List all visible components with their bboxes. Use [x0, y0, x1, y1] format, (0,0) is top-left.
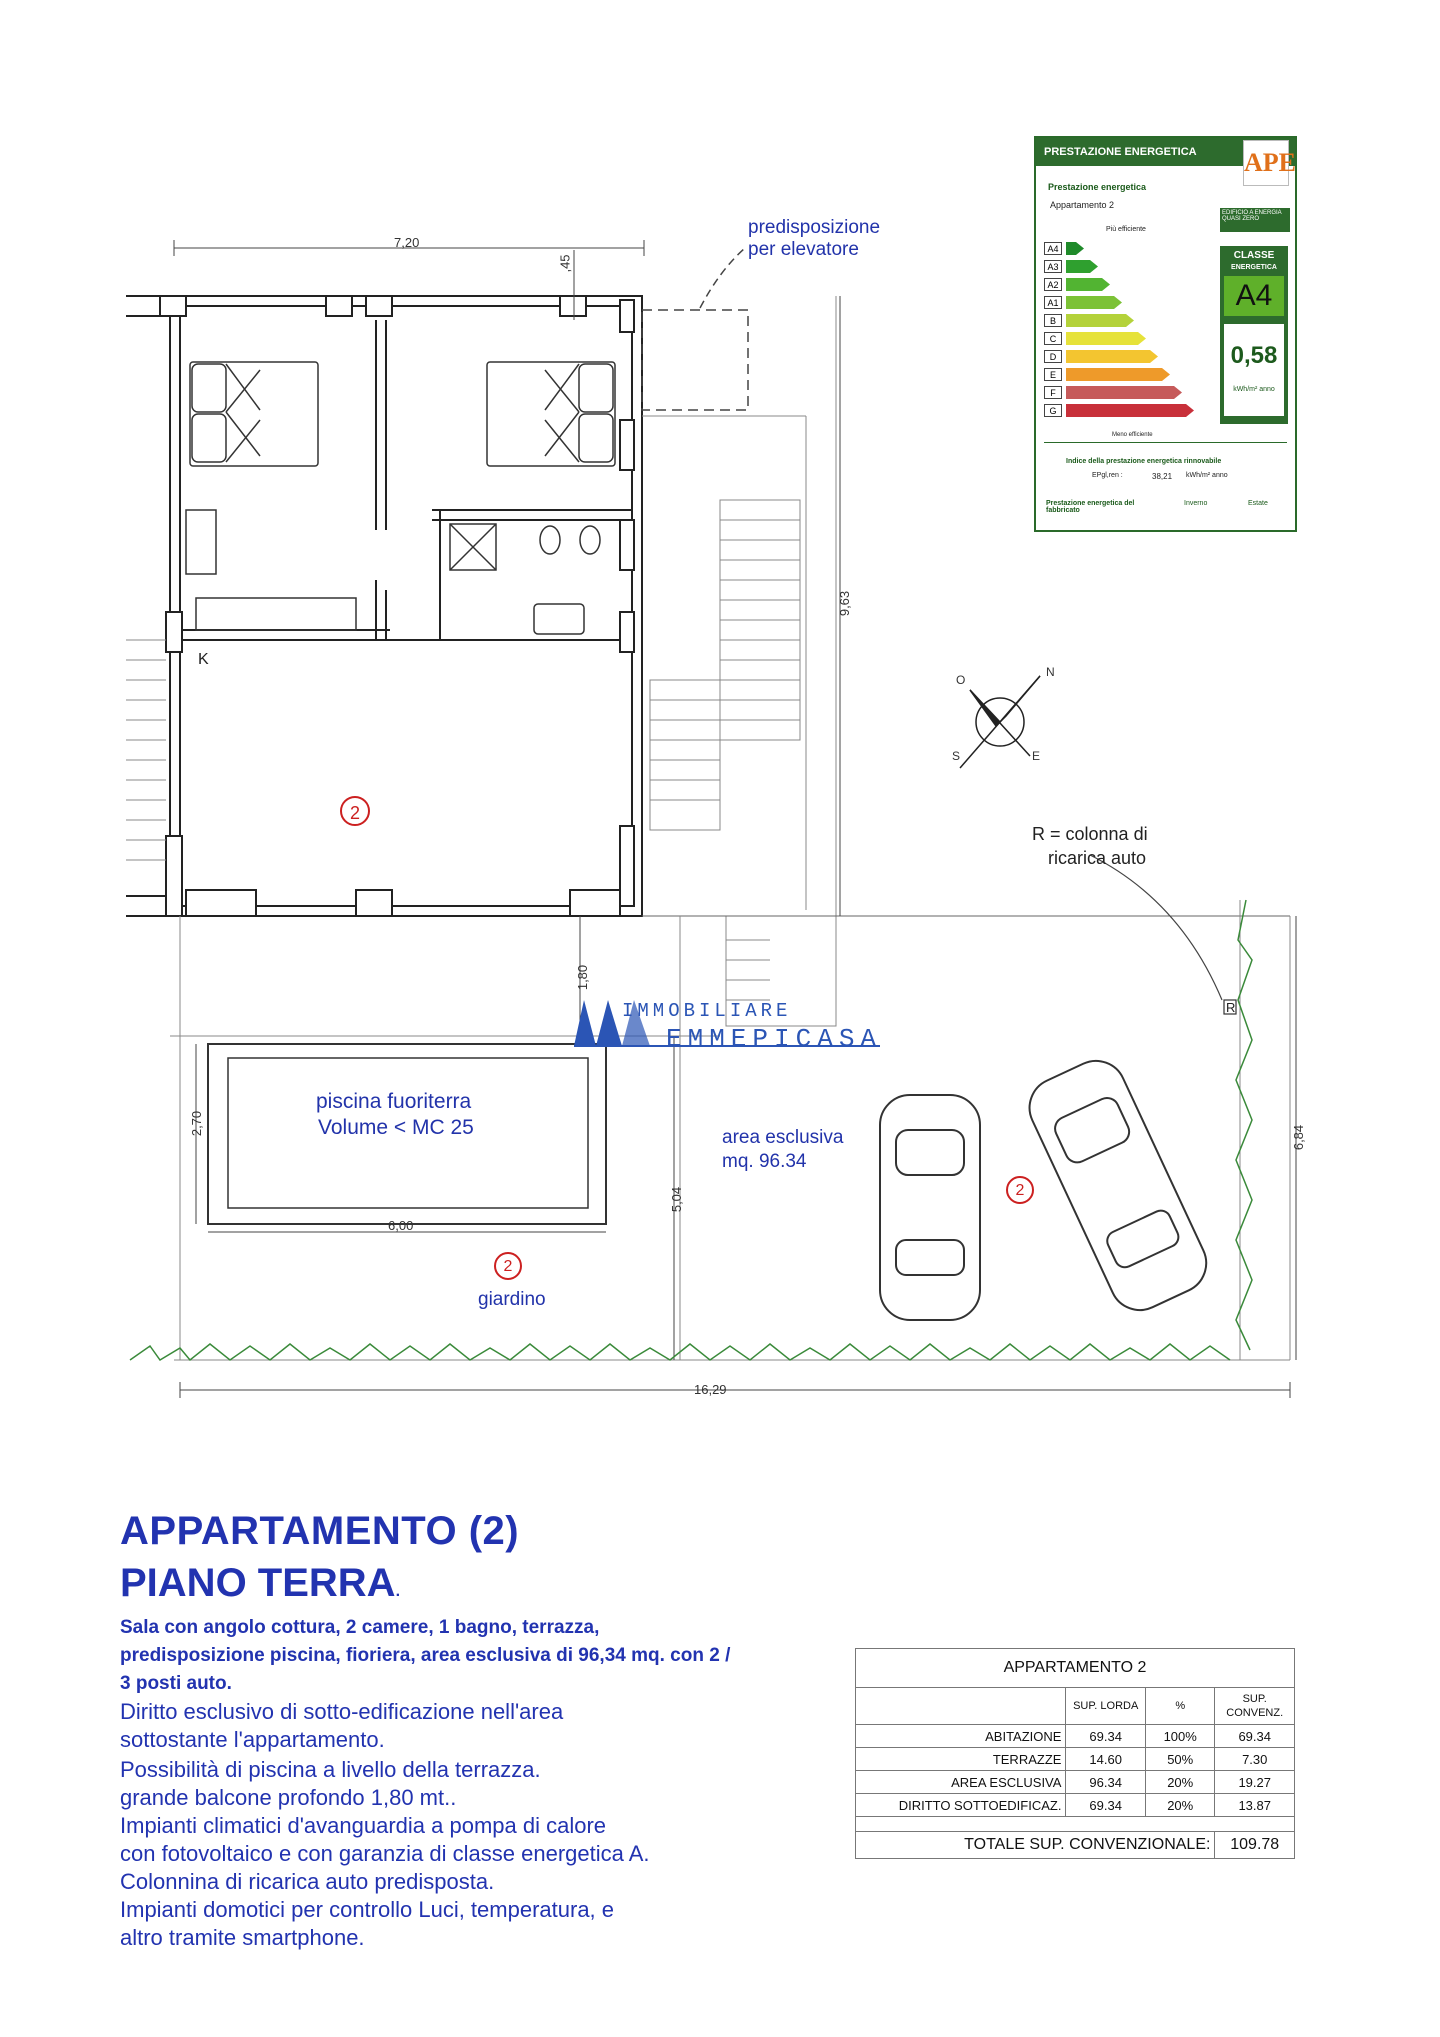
svg-text:E: E [1032, 749, 1041, 763]
page-subtitle [120, 1559, 400, 1616]
energy-class-letter: C [1044, 332, 1062, 345]
energy-class-fill [1066, 350, 1158, 363]
svg-text:N: N [1046, 665, 1055, 679]
description-line: grande balcone profondo 1,80 mt.. [120, 1785, 457, 1810]
floor-name: PIANO TERRA [120, 1561, 396, 1605]
renewable-value: 38,21 [1152, 472, 1173, 481]
table-title: APPARTAMENTO 2 [856, 1649, 1295, 1688]
pool-volume-label: Volume < MC 25 [318, 1116, 474, 1139]
energy-class-fill [1066, 368, 1170, 381]
energy-class-fill [1066, 260, 1098, 273]
energy-class-fill [1066, 278, 1110, 291]
energy-class-letter: A4 [1044, 242, 1062, 255]
renewable-label: EPgl,ren : [1092, 472, 1123, 479]
table-row: AREA ESCLUSIVA 96.34 20% 19.27 [856, 1771, 1295, 1794]
energy-class-fill [1066, 314, 1134, 327]
class-value: A4 [1224, 276, 1284, 316]
page-title: APPARTAMENTO (2) [120, 1509, 520, 1553]
unit-badge-living: 2 [340, 796, 370, 826]
area-label: area esclusiva [722, 1127, 844, 1148]
floor-name-dot: . [395, 1583, 401, 1600]
description-line: sottostante l'appartamento. [120, 1727, 385, 1752]
more-efficient-label: Più efficiente [1106, 226, 1146, 233]
dimension-wall-thickness: ,45 [557, 254, 573, 273]
header-percent: % [1145, 1688, 1214, 1725]
svg-text:S: S [952, 749, 961, 763]
energy-class-fill [1066, 296, 1122, 309]
description-summary: Sala con angolo cottura, 2 camere, 1 bagno, terrazza, predisposizione piscina, fioriera, area esclusiva di 96,34 mq. con 2 / 3 posti auto. [120, 1617, 731, 1694]
energy-class-letter: A2 [1044, 278, 1062, 291]
description-line: Impianti climatici d'avanguardia a pompa di calore [120, 1813, 607, 1838]
dimension-pool-height: 2,70 [189, 1110, 205, 1137]
watermark-immobiliare: IMMOBILIARE [622, 1000, 792, 1022]
dimension-garden-height: 5,04 [669, 1186, 685, 1213]
energy-class-letter: D [1044, 350, 1062, 363]
dimension-top-width: 7,20 [394, 235, 420, 250]
renewable-unit: kWh/m² anno [1186, 472, 1228, 479]
charger-note-line2: ricarica auto [1048, 848, 1147, 868]
building-outline [170, 296, 642, 916]
unit-badge-garden: 2 [494, 1252, 522, 1280]
energy-class-fill [1066, 386, 1182, 399]
ape-logo: APE [1243, 140, 1289, 186]
description-line: Colonnina di ricarica auto predisposta. [120, 1869, 495, 1894]
description-line: Diritto esclusivo di sotto-edificazione nell'area [120, 1699, 564, 1724]
unit-badge-parking: 2 [1006, 1176, 1034, 1204]
header-sup-convenz: SUP. CONVENZ. [1215, 1688, 1295, 1725]
table-row: TERRAZZE 14.60 50% 7.30 [856, 1748, 1295, 1771]
renewable-title: Indice della prestazione energetica rinnovabile [1066, 458, 1222, 465]
room-marker-k: K [198, 651, 209, 668]
index-box [1224, 324, 1284, 416]
description-line: con fotovoltaico e con garanzia di classe energetica A. [120, 1841, 650, 1866]
dimension-pool-width: 6,00 [388, 1218, 414, 1233]
dimension-parking-height: 6,84 [1291, 1124, 1307, 1151]
pool-label: piscina fuoriterra [316, 1090, 472, 1113]
header-sup-lorda: SUP. LORDA [1066, 1688, 1146, 1725]
less-efficient-label: Meno efficiente [1112, 432, 1153, 438]
energy-unit: Appartamento 2 [1050, 200, 1115, 210]
nzeb-box: EDIFICIO A ENERGIA QUASI ZERO [1220, 208, 1290, 232]
energy-label [1034, 136, 1297, 532]
class-sublabel: ENERGETICA [1231, 264, 1277, 271]
dimension-total-width: 16,29 [694, 1382, 727, 1397]
energy-class-letter: F [1044, 386, 1062, 399]
elevator-note-line1: predisposizione [748, 217, 881, 238]
dimension-balcony-depth: 1,80 [575, 964, 591, 991]
description-line: Impianti domotici per controllo Luci, temperatura, e [120, 1897, 615, 1922]
energy-class-fill [1066, 332, 1146, 345]
energy-class-letter: A3 [1044, 260, 1062, 273]
energy-header: PRESTAZIONE ENERGETICA [1036, 138, 1295, 166]
elevator-note-line2: per elevatore [748, 239, 859, 260]
watermark-emmepicasa: EMMEPICASA [666, 1024, 883, 1054]
area-size-label: mq. 96.34 [722, 1151, 807, 1172]
surface-table [855, 1648, 1295, 1859]
energy-subtitle: Prestazione energetica [1048, 182, 1147, 192]
energy-class-letter: B [1044, 314, 1062, 327]
energy-class-fill [1066, 242, 1084, 255]
total-value: 109.78 [1215, 1832, 1295, 1859]
summer-label: Estate [1248, 500, 1268, 507]
table-row: DIRITTO SOTTOEDIFICAZ. 69.34 20% 13.87 [856, 1794, 1295, 1817]
energy-class-letter: E [1044, 368, 1062, 381]
description-line: altro tramite smartphone. [120, 1925, 365, 1950]
charger-note-line1: R = colonna di [1032, 824, 1148, 844]
energy-class-letter: G [1044, 404, 1062, 417]
energy-class-fill [1066, 404, 1194, 417]
svg-text:O: O [956, 673, 966, 687]
description-line: Possibilità di piscina a livello della terrazza. [120, 1757, 541, 1782]
total-label: TOTALE SUP. CONVENZIONALE: [856, 1832, 1215, 1859]
winter-label: Inverno [1184, 500, 1208, 507]
class-label: CLASSE [1233, 250, 1275, 261]
index-unit: kWh/m² anno [1233, 386, 1275, 393]
charger-mark: R [1226, 1000, 1236, 1015]
index-value: 0,58 [1230, 342, 1278, 369]
energy-class-letter: A1 [1044, 296, 1062, 309]
dimension-right-height: 9,63 [837, 590, 853, 617]
energy-class-box [1220, 246, 1288, 424]
table-row: ABITAZIONE 69.34 100% 69.34 [856, 1725, 1295, 1748]
building-performance-label: Prestazione energetica del fabbricato [1046, 500, 1135, 514]
garden-label: giardino [478, 1289, 546, 1310]
